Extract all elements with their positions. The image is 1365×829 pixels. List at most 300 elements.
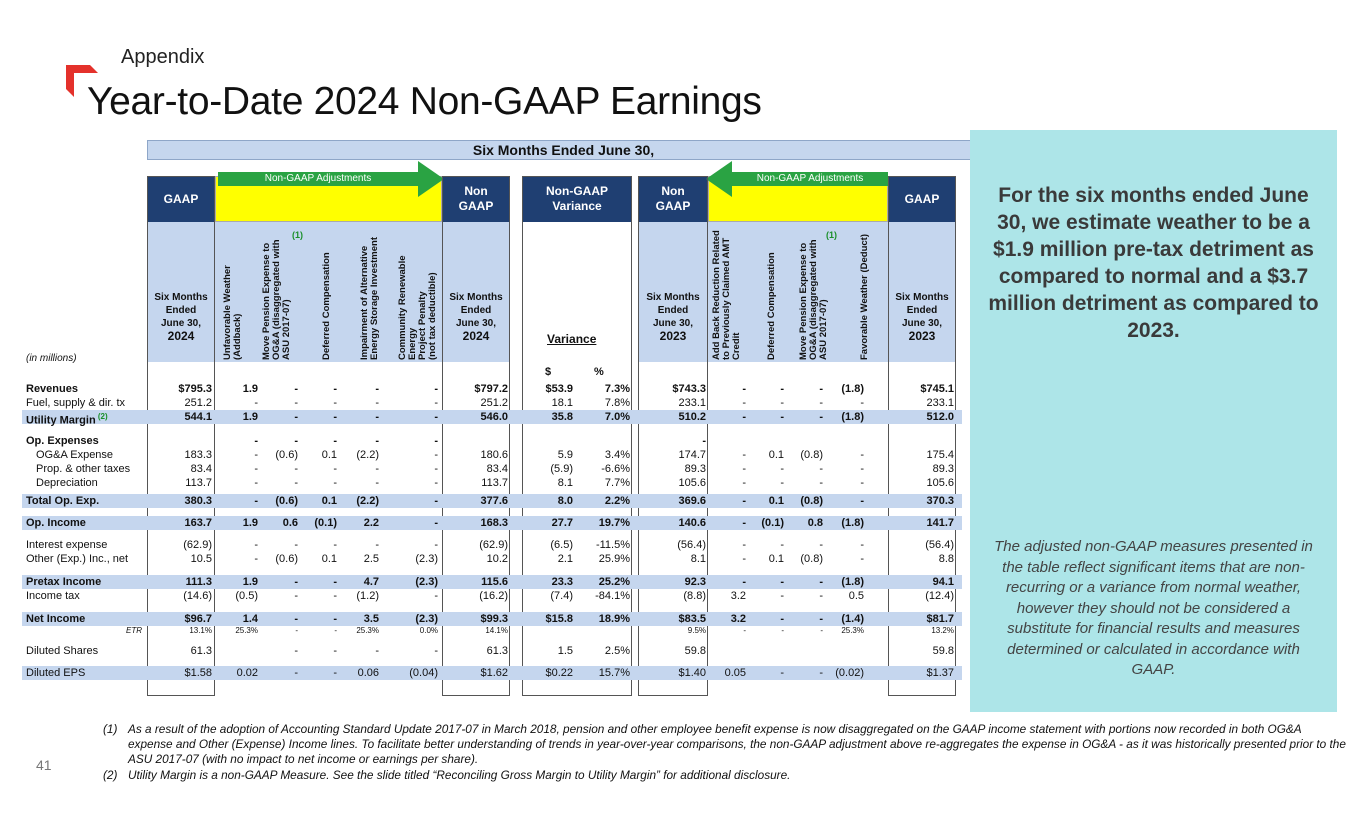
table-cell: (7.4) — [550, 590, 573, 602]
table-row — [22, 552, 962, 566]
table-cell: - — [742, 553, 746, 565]
table-cell: - — [295, 626, 298, 635]
row-label: Diluted Shares — [26, 645, 99, 657]
table-cell: 0.06 — [357, 667, 379, 679]
table-cell: $797.2 — [474, 383, 508, 395]
arrow-left-icon — [706, 161, 732, 197]
table-cell: (62.9) — [479, 539, 508, 551]
table-row — [22, 448, 962, 462]
table-cell: (1.8) — [841, 517, 864, 529]
table-cell: - — [780, 411, 784, 423]
table-cell: 2.1 — [557, 553, 573, 565]
table-cell: $99.3 — [480, 613, 508, 625]
table-row — [22, 589, 962, 603]
table-cell: - — [294, 576, 298, 588]
table-cell: - — [333, 667, 337, 679]
table-row — [22, 666, 962, 680]
table-cell: (2.2) — [356, 495, 379, 507]
table-cell: (2.3) — [415, 576, 438, 588]
table-cell: - — [742, 495, 746, 507]
row-label: Interest expense — [26, 539, 108, 551]
table-row — [22, 516, 962, 530]
table-cell: 10.2 — [486, 553, 508, 565]
table-cell: - — [742, 411, 746, 423]
row-label: Other (Exp.) Inc., net — [26, 553, 129, 565]
adjustments-2024-label: Non-GAAP Adjustments — [218, 172, 418, 186]
table-cell: - — [333, 411, 337, 423]
table-cell: $53.9 — [545, 383, 573, 395]
table-cell: (0.1) — [314, 517, 337, 529]
non-gaap-disclaimer: The adjusted non-GAAP measures presented in the table reflect significant items that are non-recurring or a variance from normal weather, however they should not be considered a substitute for financial results and measures determined or calculated in accordance with GAAP. — [994, 538, 1313, 678]
table-cell: 113.7 — [481, 477, 508, 489]
table-cell: - — [434, 645, 438, 657]
table-cell: (12.4) — [925, 590, 954, 602]
table-cell: - — [434, 449, 438, 461]
footnote-2: (2) Utility Margin is a non-GAAP Measure. See the slide titled “Reconciling Gross Margin to Utility Margin” for additional disclosure. — [103, 768, 791, 782]
page-title: Year-to-Date 2024 Non-GAAP Earnings — [87, 80, 762, 123]
row-label: Income tax — [26, 590, 80, 602]
table-cell: - — [780, 539, 784, 551]
row-label: Fuel, supply & dir. tx — [26, 397, 126, 409]
table-cell: 105.6 — [926, 477, 954, 489]
table-cell: (1.8) — [841, 383, 864, 395]
table-cell: 113.7 — [185, 477, 212, 489]
table-cell: 83.4 — [486, 463, 508, 475]
table-cell: $15.8 — [545, 613, 573, 625]
table-cell: 8.8 — [938, 553, 954, 565]
adj-2023-weather: Favorable Weather (Deduct) — [859, 234, 870, 360]
table-cell: - — [819, 539, 823, 551]
table-cell: 2.2 — [363, 517, 379, 529]
table-cell: (0.6) — [275, 553, 298, 565]
table-cell: 7.3% — [604, 383, 630, 395]
table-cell: - — [294, 397, 298, 409]
non-gaap-variance-header: Non-GAAP Variance — [522, 176, 632, 222]
table-cell: 25.9% — [598, 553, 630, 565]
table-cell: - — [375, 463, 379, 475]
table-cell: 15.7% — [598, 667, 630, 679]
table-cell: - — [434, 383, 438, 395]
table-cell: - — [254, 495, 258, 507]
table-cell: $795.3 — [178, 383, 212, 395]
table-cell: 3.2 — [730, 590, 746, 602]
table-cell: 546.0 — [480, 411, 508, 423]
table-cell: - — [742, 517, 746, 529]
table-cell: - — [781, 626, 784, 635]
table-cell: 25.3% — [356, 626, 379, 635]
table-cell: 10.5 — [190, 553, 212, 565]
table-cell: $1.62 — [480, 667, 508, 679]
table-cell: - — [294, 613, 298, 625]
table-cell: (0.5) — [235, 590, 258, 602]
table-cell: 183.3 — [184, 449, 212, 461]
table-cell: 163.7 — [184, 517, 212, 529]
table-cell: (0.1) — [761, 517, 784, 529]
table-cell: - — [334, 626, 337, 635]
table-cell: (0.8) — [800, 553, 823, 565]
row-label: Pretax Income — [26, 576, 102, 588]
table-cell: 174.7 — [678, 449, 706, 461]
adjustments-2023-label: Non-GAAP Adjustments — [732, 172, 888, 186]
table-cell: 8.1 — [690, 553, 706, 565]
table-cell: 111.3 — [185, 576, 212, 588]
table-cell: 18.9% — [598, 613, 630, 625]
table-cell: 233.1 — [678, 397, 706, 409]
table-cell: 3.4% — [604, 449, 630, 461]
table-cell: - — [254, 553, 258, 565]
row-label: Op. Expenses — [26, 435, 99, 447]
table-cell: - — [742, 397, 746, 409]
table-cell: 8.1 — [557, 477, 573, 489]
adj-2024-deferred-comp: Deferred Compensation — [321, 252, 332, 360]
table-cell: $745.1 — [920, 383, 954, 395]
page-number: 41 — [36, 757, 52, 773]
table-cell: (62.9) — [183, 539, 212, 551]
table-cell: 89.3 — [932, 463, 954, 475]
table-cell: $1.58 — [184, 667, 212, 679]
table-cell: (0.6) — [275, 449, 298, 461]
table-cell: 168.3 — [480, 517, 508, 529]
table-cell: - — [702, 435, 706, 447]
table-cell: - — [434, 397, 438, 409]
table-cell: 61.3 — [486, 645, 508, 657]
table-cell: - — [294, 590, 298, 602]
table-cell: - — [780, 477, 784, 489]
table-cell: - — [294, 463, 298, 475]
table-cell: 0.8 — [807, 517, 823, 529]
table-cell: - — [434, 435, 438, 447]
table-cell: $0.22 — [545, 667, 573, 679]
table-cell: - — [254, 463, 258, 475]
table-cell: - — [294, 539, 298, 551]
table-cell: 1.9 — [242, 383, 258, 395]
table-cell: 23.3 — [551, 576, 573, 588]
table-cell: - — [780, 667, 784, 679]
table-cell: 0.5 — [848, 590, 864, 602]
table-cell: - — [860, 477, 864, 489]
table-cell: - — [819, 411, 823, 423]
table-cell: 9.5% — [687, 626, 706, 635]
table-cell: 115.6 — [481, 576, 508, 588]
table-cell: - — [819, 613, 823, 625]
table-cell: - — [860, 449, 864, 461]
table-cell: 175.4 — [926, 449, 954, 461]
table-cell: (16.2) — [479, 590, 508, 602]
table-cell: (6.5) — [550, 539, 573, 551]
table-cell: $1.40 — [678, 667, 706, 679]
row-label: Op. Income — [26, 517, 86, 529]
table-cell: - — [780, 590, 784, 602]
table-cell: 0.1 — [768, 553, 784, 565]
table-cell: 59.8 — [932, 645, 954, 657]
table-cell: 2.5 — [363, 553, 379, 565]
table-cell: - — [819, 667, 823, 679]
table-cell: - — [294, 411, 298, 423]
table-cell: (0.8) — [800, 495, 823, 507]
table-cell: - — [434, 590, 438, 602]
table-cell: - — [819, 463, 823, 475]
table-row — [22, 462, 962, 476]
table-cell: (56.4) — [677, 539, 706, 551]
non-gaap-2024-header: Non GAAP — [442, 176, 510, 222]
table-cell: - — [294, 383, 298, 395]
table-cell: - — [375, 383, 379, 395]
table-cell: 25.3% — [235, 626, 258, 635]
table-cell: 14.1% — [485, 626, 508, 635]
table-cell: 251.2 — [184, 397, 212, 409]
footnotes — [103, 722, 1348, 784]
table-row — [22, 612, 962, 626]
table-cell: 1.5 — [557, 645, 573, 657]
table-cell: 251.2 — [480, 397, 508, 409]
table-row — [22, 644, 962, 658]
table-cell: - — [254, 397, 258, 409]
period-2024-gaap: Six Months Ended June 30, 2024 — [154, 292, 208, 343]
table-cell: -84.1% — [595, 590, 630, 602]
variance-dollar-label: $ — [545, 366, 552, 378]
table-cell: 141.7 — [926, 517, 954, 529]
table-cell: 0.0% — [419, 626, 438, 635]
table-cell: - — [742, 449, 746, 461]
table-banner: Six Months Ended June 30, — [147, 140, 980, 160]
table-cell: 5.9 — [557, 449, 573, 461]
table-cell: - — [819, 477, 823, 489]
table-row — [22, 410, 962, 427]
table-cell: - — [434, 539, 438, 551]
table-cell: - — [434, 495, 438, 507]
table-cell: - — [742, 477, 746, 489]
adj-2023-amt-credit: Add Back Reduction Related to Previously Claimed AMT Credit — [711, 230, 742, 360]
table-cell: 35.8 — [551, 411, 573, 423]
note-marker-2023: (1) — [826, 230, 837, 240]
table-cell: $96.7 — [184, 613, 212, 625]
adj-2024-impairment: Impairment of Alternative Energy Storage Investment — [359, 236, 380, 360]
table-cell: 1.9 — [242, 517, 258, 529]
adj-2024-weather: Unfavorable Weather (Addback) — [222, 265, 243, 360]
table-cell: 180.6 — [480, 449, 508, 461]
table-cell: - — [333, 397, 337, 409]
table-cell: - — [780, 613, 784, 625]
non-gaap-earnings-table — [22, 138, 962, 698]
table-cell: - — [860, 463, 864, 475]
table-cell: - — [333, 645, 337, 657]
table-cell: (0.04) — [409, 667, 438, 679]
table-cell: - — [375, 539, 379, 551]
table-cell: - — [742, 463, 746, 475]
footnote-1: (1) As a result of the adoption of Accounting Standard Update 2017-07 in March 2018, pension and other employee benefit expense is now disaggregated on the GAAP income statement with portions now recorded in both OG&A expense and Other (Expense) Income lines. To facilitate better understanding of trends in year-over-year comparisons, the non-GAAP adjustment above re-aggregates the expense in OG&A - as it was historically presented prior to the ASU 2017-07 (with no impact to net income or earnings per share). — [103, 722, 1346, 766]
table-cell: - — [742, 539, 746, 551]
row-label: Depreciation — [36, 477, 98, 489]
table-cell: - — [254, 477, 258, 489]
table-cell: (2.3) — [415, 613, 438, 625]
table-cell: - — [860, 553, 864, 565]
table-cell: (1.8) — [841, 411, 864, 423]
adj-2023-deferred-comp: Deferred Compensation — [766, 252, 777, 360]
table-cell: 18.1 — [551, 397, 573, 409]
note-marker-2024: (1) — [292, 230, 303, 240]
variance-pct-label: % — [594, 366, 604, 378]
table-cell: - — [294, 645, 298, 657]
table-row — [22, 575, 962, 589]
table-cell: - — [819, 397, 823, 409]
table-cell: 0.1 — [321, 495, 337, 507]
table-cell: - — [434, 477, 438, 489]
table-cell: - — [819, 383, 823, 395]
table-cell: (5.9) — [550, 463, 573, 475]
table-row — [22, 434, 962, 448]
table-cell: 3.5 — [363, 613, 379, 625]
footnote-ref: (2) — [95, 412, 108, 421]
table-cell: (1.4) — [841, 613, 864, 625]
table-row — [22, 476, 962, 490]
table-cell: 59.8 — [684, 645, 706, 657]
table-cell: - — [333, 576, 337, 588]
table-cell: 510.2 — [678, 411, 706, 423]
table-row — [22, 382, 962, 396]
table-cell: 544.1 — [184, 411, 212, 423]
table-cell: - — [819, 576, 823, 588]
table-cell: - — [375, 645, 379, 657]
period-2023-non-gaap: Six Months Ended June 30, 2023 — [646, 292, 700, 343]
row-label: Prop. & other taxes — [36, 463, 131, 475]
row-label: Total Op. Exp. — [26, 495, 100, 507]
row-label: Revenues — [26, 383, 78, 395]
gaap-2024-header: GAAP — [147, 176, 215, 222]
table-cell: - — [780, 463, 784, 475]
table-cell: (14.6) — [183, 590, 212, 602]
section-label: Appendix — [121, 46, 205, 68]
row-label: Diluted EPS — [26, 667, 86, 679]
table-cell: $83.5 — [678, 613, 706, 625]
table-cell: 0.1 — [321, 553, 337, 565]
table-cell: - — [375, 435, 379, 447]
variance-label: Variance — [547, 332, 597, 346]
table-cell: - — [375, 397, 379, 409]
table-cell: - — [375, 477, 379, 489]
table-cell: (0.02) — [835, 667, 864, 679]
table-cell: - — [254, 435, 258, 447]
table-cell: - — [820, 626, 823, 635]
table-cell: - — [333, 613, 337, 625]
table-cell: 61.3 — [190, 645, 212, 657]
table-cell: - — [333, 539, 337, 551]
table-cell: 0.1 — [768, 495, 784, 507]
period-2024-non-gaap: Six Months Ended June 30, 2024 — [449, 292, 503, 343]
table-cell: - — [294, 477, 298, 489]
table-cell: - — [254, 449, 258, 461]
table-cell: 1.9 — [242, 411, 258, 423]
row-label: Utility Margin $^{(2)}$ — [26, 412, 108, 427]
table-cell: 2.2% — [604, 495, 630, 507]
table-cell: - — [294, 667, 298, 679]
table-cell: - — [742, 576, 746, 588]
table-cell: - — [742, 383, 746, 395]
weather-commentary: For the six months ended June 30, we estimate weather to be a $1.9 million pre-tax detriment as compared to normal and a $3.7 million detriment as compared to 2023. — [988, 184, 1319, 342]
table-cell: 8.0 — [557, 495, 573, 507]
table-cell: 0.05 — [724, 667, 746, 679]
table-cell: $1.37 — [926, 667, 954, 679]
table-cell: 512.0 — [926, 411, 954, 423]
table-cell: 3.2 — [730, 613, 746, 625]
table-cell: - — [860, 539, 864, 551]
table-cell: 370.3 — [926, 495, 954, 507]
table-cell: 0.6 — [282, 517, 298, 529]
non-gaap-2023-header: Non GAAP — [638, 176, 708, 222]
table-cell: 89.3 — [684, 463, 706, 475]
table-cell: - — [860, 397, 864, 409]
table-cell: - — [333, 463, 337, 475]
table-cell: $81.7 — [926, 613, 954, 625]
table-cell: 7.0% — [604, 411, 630, 423]
table-cell: -11.5% — [595, 539, 630, 551]
table-cell: (56.4) — [925, 539, 954, 551]
table-cell: - — [333, 590, 337, 602]
table-cell: 25.3% — [841, 626, 864, 635]
adj-2023-pension: Move Pension Expense to OG&A (disaggregated with ASU 2017-07) — [798, 239, 829, 360]
table-cell: (2.3) — [415, 553, 438, 565]
table-cell: 7.8% — [604, 397, 630, 409]
table-cell: 369.6 — [678, 495, 706, 507]
table-cell: - — [434, 463, 438, 475]
table-cell: 27.7 — [551, 517, 573, 529]
table-cell: - — [743, 626, 746, 635]
table-cell: -6.6% — [601, 463, 630, 475]
table-row — [22, 538, 962, 552]
row-label: OG&A Expense — [36, 449, 114, 461]
table-cell: 1.4 — [242, 613, 258, 625]
table-cell: 83.4 — [190, 463, 212, 475]
table-cell: (8.8) — [683, 590, 706, 602]
table-cell: - — [294, 435, 298, 447]
table-cell: 377.6 — [480, 495, 508, 507]
table-cell: - — [434, 517, 438, 529]
row-label: Net Income — [26, 613, 86, 625]
table-cell: - — [780, 397, 784, 409]
table-cell: 233.1 — [926, 397, 954, 409]
table-row — [22, 626, 962, 636]
table-cell: - — [780, 383, 784, 395]
table-cell: 92.3 — [684, 576, 706, 588]
adj-2024-pension: Move Pension Expense to OG&A (disaggregated with ASU 2017-07) — [261, 239, 292, 360]
table-cell: 1.9 — [242, 576, 258, 588]
commentary-panel — [970, 130, 1337, 712]
arrow-right-icon — [418, 161, 444, 197]
table-cell: 19.7% — [598, 517, 630, 529]
table-cell: 13.1% — [189, 626, 212, 635]
table-row — [22, 494, 962, 508]
table-cell: - — [375, 411, 379, 423]
units-label: (in millions) — [26, 353, 77, 364]
table-cell: 105.6 — [678, 477, 706, 489]
table-cell: 0.02 — [236, 667, 258, 679]
row-label: ETR — [126, 626, 142, 635]
table-cell: (0.6) — [275, 495, 298, 507]
table-cell: - — [333, 435, 337, 447]
table-cell: - — [434, 411, 438, 423]
table-cell: 25.2% — [598, 576, 630, 588]
table-cell: - — [254, 539, 258, 551]
table-cell: 4.7 — [363, 576, 379, 588]
table-cell: - — [819, 590, 823, 602]
table-cell: (0.8) — [800, 449, 823, 461]
table-cell: 94.1 — [932, 576, 954, 588]
table-cell: - — [860, 495, 864, 507]
table-cell: 2.5% — [604, 645, 630, 657]
table-cell: 7.7% — [604, 477, 630, 489]
table-cell: - — [333, 477, 337, 489]
gaap-2023-header: GAAP — [888, 176, 956, 222]
table-cell: 140.6 — [678, 517, 706, 529]
